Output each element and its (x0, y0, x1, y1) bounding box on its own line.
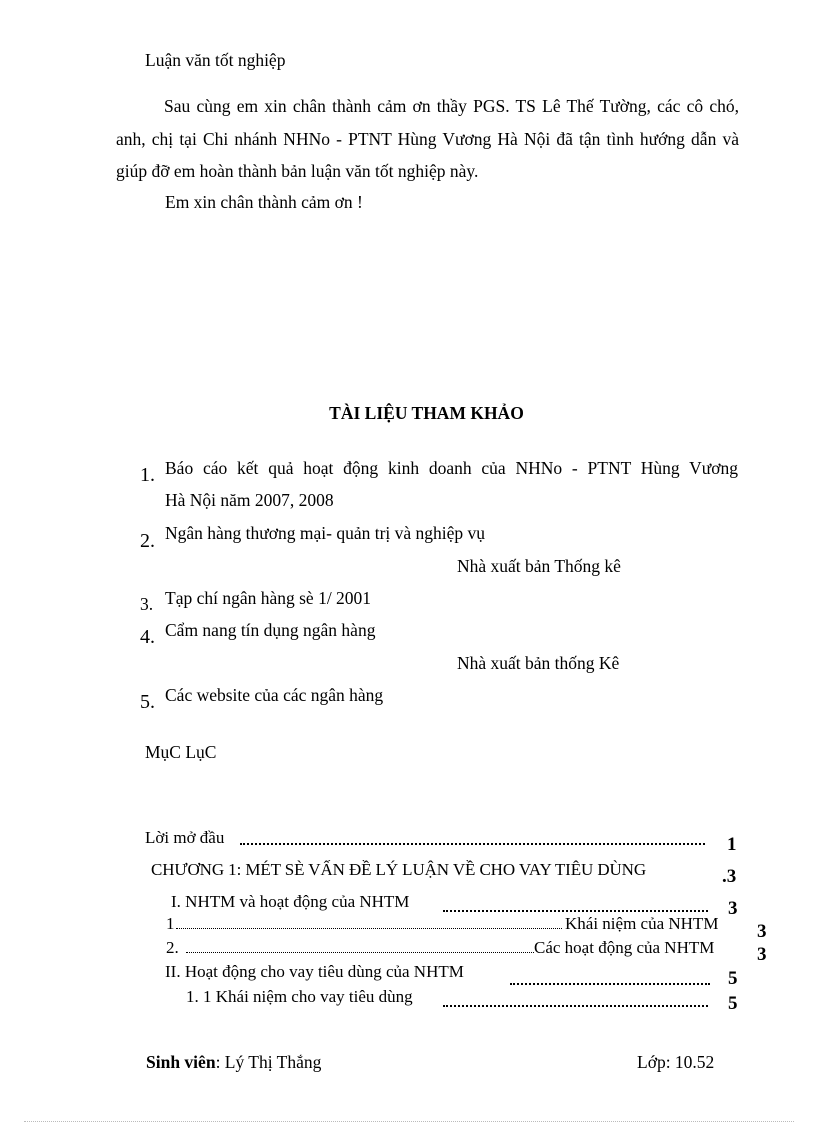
student-label: Sinh viên (146, 1052, 216, 1072)
toc-leader-dots (510, 983, 710, 985)
reference-2-publisher: Nhà xuất bản Thống kê (457, 556, 621, 576)
reference-1-line2: Hà Nội năm 2007, 2008 (165, 490, 334, 510)
acknowledgement-text: Sau cùng em xin chân thành cảm ơn thầy PGS. TS Lê Thế Tường, các cô chó, anh, chị tại Chi nhánh NHNo - PTNT Hùng Vương Hà Nội đã tận tình hướng dẫn và giúp đỡ em hoàn thành bản luận văn tốt nghiệp này. (116, 96, 739, 181)
references-title: TÀI LIỆU THAM KHẢO (329, 403, 524, 423)
toc-entry-section-1: I. NHTM và hoạt động của NHTM (171, 892, 410, 911)
reference-4-publisher: Nhà xuất bản thống Kê (457, 653, 620, 673)
reference-5-title: Các website của các ngân hàng (165, 685, 384, 705)
toc-entry-2-title: Các hoạt động của NHTM (534, 938, 715, 957)
thanks-line: Em xin chân thành cảm ơn ! (165, 192, 363, 212)
toc-page-chapter-1: .3 (722, 866, 737, 887)
footer-student (146, 1052, 321, 1073)
toc-entry-2-number: 2. (166, 938, 183, 957)
toc-entry-1-number: 1 (166, 914, 175, 933)
toc-entry-2-1: 1. 1 Khái niệm cho vay tiêu dùng (186, 987, 413, 1006)
reference-4-title: Cẩm nang tín dụng ngân hàng (165, 620, 376, 640)
toc-page-1-1: 3 (757, 921, 767, 942)
toc-title: MụC LụC (145, 742, 217, 762)
toc-page-section-1: 3 (728, 898, 738, 919)
toc-leader-dots (176, 928, 562, 929)
reference-number-4: 4. (140, 626, 155, 648)
toc-entry-chapter-1: CHƯƠNG 1: MÉT SÈ VẤN ĐỀ LÝ LUẬN VỀ CHO VAY TIÊU DÙNG (151, 860, 647, 879)
toc-leader-dots (186, 952, 534, 953)
reference-number-1: 1. (140, 464, 155, 486)
toc-entry-intro: Lời mở đầu (145, 828, 225, 847)
footer-class: Lớp: 10.52 (637, 1052, 715, 1072)
reference-number-3: 3. (140, 594, 154, 614)
page-bottom-divider (24, 1121, 794, 1122)
toc-leader-dots (443, 1005, 708, 1007)
page-header: Luận văn tốt nghiệp (145, 50, 286, 70)
toc-page-1-2: 3 (757, 944, 767, 965)
student-name: : Lý Thị Thắng (215, 1052, 322, 1072)
reference-2-title: Ngân hàng thương mại- quản trị và nghiệp vụ (165, 523, 486, 543)
reference-number-5: 5. (140, 691, 155, 713)
toc-entry-section-2: II. Hoạt động cho vay tiêu dùng của NHTM (165, 962, 464, 981)
toc-leader-dots (443, 910, 708, 912)
reference-1-line1: Báo cáo kết quả hoạt động kinh doanh của NHNo - PTNT Hùng Vương (165, 458, 738, 478)
reference-3-title: Tạp chí ngân hàng sè 1/ 2001 (165, 588, 372, 608)
acknowledgement-paragraph (116, 90, 739, 188)
toc-page-section-2: 5 (728, 968, 738, 989)
reference-number-2: 2. (140, 530, 155, 552)
toc-leader-dots (240, 843, 705, 845)
toc-page-intro: 1 (727, 834, 737, 855)
toc-page-2-1: 5 (728, 993, 738, 1014)
toc-entry-1-title: Khái niệm của NHTM (565, 914, 719, 933)
